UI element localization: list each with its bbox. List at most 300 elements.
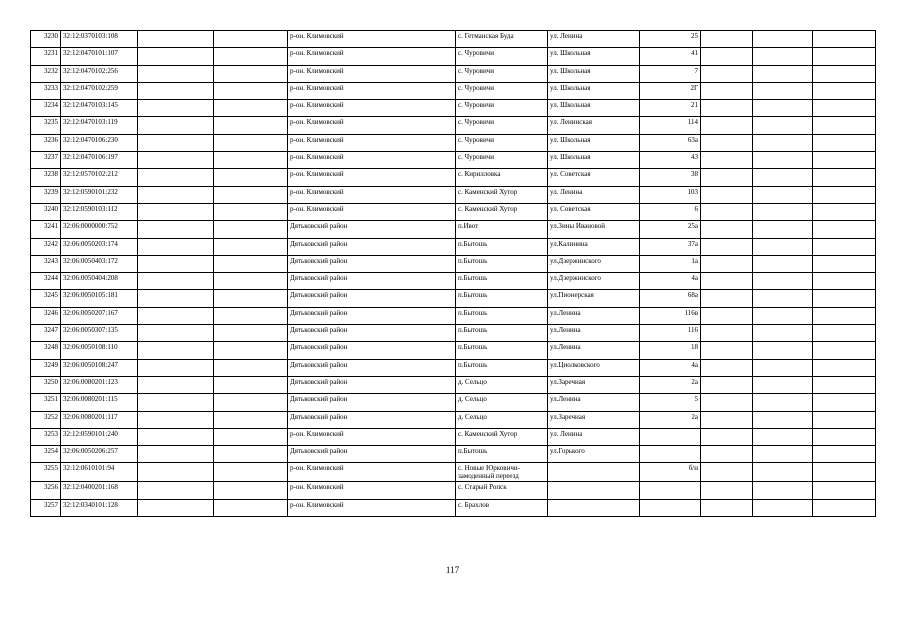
cell-empty [214, 411, 288, 428]
cell-locality: п.Бытошь [456, 446, 548, 463]
table-row [31, 255, 876, 272]
cell-row-number: 3235 [31, 117, 61, 134]
cell-district: р-он. Климовский [288, 117, 456, 134]
cell-locality: с. Чуровичи [456, 48, 548, 65]
cell-cadastral-number: 32:06:0050105:181 [61, 290, 138, 307]
cell-district: Дятьковский район [288, 221, 456, 238]
cell-empty [138, 238, 214, 255]
cell-district: р-он. Климовский [288, 48, 456, 65]
cell-empty [753, 169, 813, 186]
cell-house: 4а [640, 273, 701, 290]
cell-street: ул. Ленинская [548, 117, 640, 134]
cell-row-number: 3233 [31, 82, 61, 99]
cell-row-number: 3241 [31, 221, 61, 238]
cell-house: 6 [640, 203, 701, 220]
cell-empty [138, 221, 214, 238]
cell-empty [813, 499, 876, 516]
cell-house: 21 [640, 100, 701, 117]
cell-row-number: 3255 [31, 463, 61, 482]
cell-empty [138, 463, 214, 482]
cell-street: ул. Школьная [548, 134, 640, 151]
cell-locality: с. Каменский Хутор [456, 203, 548, 220]
cell-empty [214, 100, 288, 117]
cell-row-number: 3234 [31, 100, 61, 117]
cell-house: 2а [640, 411, 701, 428]
cell-empty [701, 307, 753, 324]
cell-locality: с. Новые Юрковичи-замоденный переезд [456, 463, 548, 482]
cell-row-number: 3248 [31, 342, 61, 359]
table-row [31, 48, 876, 65]
cell-empty [753, 100, 813, 117]
cell-empty [214, 394, 288, 411]
cell-row-number: 3244 [31, 273, 61, 290]
cell-street: ул.Заречная [548, 411, 640, 428]
cell-empty [701, 134, 753, 151]
cell-locality: с. Чуровичи [456, 65, 548, 82]
cell-house [640, 446, 701, 463]
cell-district: Дятьковский район [288, 446, 456, 463]
cell-empty [813, 463, 876, 482]
cell-cadastral-number: 32:06:0050403:172 [61, 255, 138, 272]
cell-row-number: 3252 [31, 411, 61, 428]
cell-locality: п.Ивот [456, 221, 548, 238]
cell-row-number: 3249 [31, 359, 61, 376]
cell-empty [701, 238, 753, 255]
cell-row-number: 3231 [31, 48, 61, 65]
cell-empty [813, 134, 876, 151]
cell-street: ул.Ленина [548, 307, 640, 324]
table-row [31, 376, 876, 393]
cell-street: ул. Ленина [548, 186, 640, 203]
cell-empty [701, 325, 753, 342]
cell-empty [701, 290, 753, 307]
cell-empty [701, 31, 753, 48]
cell-row-number: 3242 [31, 238, 61, 255]
cell-district: Дятьковский район [288, 394, 456, 411]
cell-house: 41 [640, 48, 701, 65]
cell-row-number: 3238 [31, 169, 61, 186]
cell-empty [753, 359, 813, 376]
table-body [31, 31, 876, 517]
cell-empty [138, 482, 214, 499]
cell-empty [753, 31, 813, 48]
cell-empty [753, 48, 813, 65]
cell-empty [214, 463, 288, 482]
cell-district: р-он. Климовский [288, 65, 456, 82]
cell-street [548, 499, 640, 516]
cell-cadastral-number: 32:12:0370103:108 [61, 31, 138, 48]
cell-empty [214, 499, 288, 516]
table-row [31, 359, 876, 376]
cell-house: 114 [640, 117, 701, 134]
cell-cadastral-number: 32:12:0470103:119 [61, 117, 138, 134]
cell-district: р-он. Климовский [288, 463, 456, 482]
cell-empty [753, 428, 813, 445]
cell-cadastral-number: 32:12:0470106:230 [61, 134, 138, 151]
table-row [31, 394, 876, 411]
cell-empty [813, 203, 876, 220]
cell-locality: с. Каменский Хутор [456, 428, 548, 445]
cell-house: 116в [640, 307, 701, 324]
table-row [31, 152, 876, 169]
table-row [31, 65, 876, 82]
cell-street: ул.Ленина [548, 342, 640, 359]
cell-empty [214, 325, 288, 342]
cell-empty [138, 376, 214, 393]
table-row [31, 221, 876, 238]
cell-empty [753, 134, 813, 151]
cell-row-number: 3247 [31, 325, 61, 342]
cell-district: Дятьковский район [288, 342, 456, 359]
cell-house: 25 [640, 31, 701, 48]
cell-house: 7 [640, 65, 701, 82]
cell-district: р-он. Климовский [288, 169, 456, 186]
table-row [31, 411, 876, 428]
cell-street: ул. Школьная [548, 82, 640, 99]
cell-empty [813, 82, 876, 99]
cell-empty [813, 221, 876, 238]
cell-empty [214, 117, 288, 134]
cell-locality: с. Кирилловка [456, 169, 548, 186]
cell-empty [753, 186, 813, 203]
cell-house: 38 [640, 169, 701, 186]
cell-empty [138, 499, 214, 516]
cell-empty [138, 290, 214, 307]
cell-empty [214, 376, 288, 393]
cell-locality: с. Каменский Хутор [456, 186, 548, 203]
table-row [31, 117, 876, 134]
cell-empty [813, 359, 876, 376]
cell-row-number: 3246 [31, 307, 61, 324]
cell-empty [753, 273, 813, 290]
cell-empty [701, 203, 753, 220]
cell-empty [813, 342, 876, 359]
cell-empty [701, 499, 753, 516]
cell-empty [701, 255, 753, 272]
cell-empty [701, 376, 753, 393]
cell-street: ул. Школьная [548, 65, 640, 82]
cell-locality: п.Бытошь [456, 255, 548, 272]
cell-empty [701, 186, 753, 203]
cell-empty [214, 31, 288, 48]
cell-locality: д. Сельцо [456, 394, 548, 411]
cell-empty [214, 290, 288, 307]
cell-empty [701, 65, 753, 82]
cell-empty [813, 186, 876, 203]
cell-empty [813, 65, 876, 82]
cell-empty [701, 446, 753, 463]
cell-street: ул.Пионерская [548, 290, 640, 307]
cell-locality: п.Бытошь [456, 325, 548, 342]
cell-street: ул. Ленина [548, 428, 640, 445]
cell-empty [701, 48, 753, 65]
cell-empty [813, 325, 876, 342]
cell-locality: с. Чуровичи [456, 117, 548, 134]
cell-empty [701, 411, 753, 428]
cell-district: р-он. Климовский [288, 499, 456, 516]
cell-street: ул.Ленина [548, 325, 640, 342]
cell-empty [753, 446, 813, 463]
table-row [31, 290, 876, 307]
cell-street: ул.Горького [548, 446, 640, 463]
cell-district: Дятьковский район [288, 411, 456, 428]
cell-cadastral-number: 32:12:0590101:240 [61, 428, 138, 445]
cell-empty [753, 290, 813, 307]
cell-empty [813, 238, 876, 255]
cell-row-number: 3256 [31, 482, 61, 499]
cell-district: р-он. Климовский [288, 134, 456, 151]
cell-empty [214, 446, 288, 463]
cell-house: б/н [640, 463, 701, 482]
cell-empty [701, 482, 753, 499]
table-row [31, 238, 876, 255]
cell-empty [138, 255, 214, 272]
cell-empty [813, 255, 876, 272]
cell-empty [813, 117, 876, 134]
cell-empty [753, 411, 813, 428]
cell-locality: п.Бытошь [456, 307, 548, 324]
cell-empty [701, 359, 753, 376]
cell-district: р-он. Климовский [288, 482, 456, 499]
cell-cadastral-number: 32:06:0050307:135 [61, 325, 138, 342]
cell-house [640, 482, 701, 499]
cell-empty [753, 376, 813, 393]
table-row [31, 134, 876, 151]
cell-cadastral-number: 32:12:0470106:197 [61, 152, 138, 169]
cell-empty [813, 152, 876, 169]
cell-empty [138, 446, 214, 463]
cell-row-number: 3243 [31, 255, 61, 272]
cell-cadastral-number: 32:12:0610101:94 [61, 463, 138, 482]
cell-house: 25а [640, 221, 701, 238]
cell-empty [214, 255, 288, 272]
cell-empty [214, 359, 288, 376]
cell-district: Дятьковский район [288, 273, 456, 290]
cell-district: Дятьковский район [288, 255, 456, 272]
cell-street [548, 482, 640, 499]
cell-street: ул.Заречная [548, 376, 640, 393]
cell-empty [813, 100, 876, 117]
cell-empty [701, 342, 753, 359]
cell-district: Дятьковский район [288, 290, 456, 307]
cell-empty [813, 394, 876, 411]
cell-empty [813, 446, 876, 463]
cell-empty [701, 169, 753, 186]
cell-empty [214, 203, 288, 220]
cell-cadastral-number: 32:12:0470101:107 [61, 48, 138, 65]
cell-empty [753, 65, 813, 82]
cell-locality: д. Сельцо [456, 411, 548, 428]
cell-cadastral-number: 32:06:0050108:110 [61, 342, 138, 359]
cell-cadastral-number: 32:06:0050207:167 [61, 307, 138, 324]
cell-house [640, 428, 701, 445]
cell-empty [138, 325, 214, 342]
cell-cadastral-number: 32:06:0050108:247 [61, 359, 138, 376]
cell-house: 43 [640, 152, 701, 169]
cell-empty [138, 273, 214, 290]
cell-locality: п.Бытошь [456, 290, 548, 307]
cell-house: 1а [640, 255, 701, 272]
cell-cadastral-number: 32:06:0050404:208 [61, 273, 138, 290]
cell-district: Дятьковский район [288, 376, 456, 393]
cell-cadastral-number: 32:06:0050203:174 [61, 238, 138, 255]
cell-empty [753, 482, 813, 499]
cell-locality: п.Бытошь [456, 342, 548, 359]
cell-empty [214, 307, 288, 324]
cell-row-number: 3251 [31, 394, 61, 411]
cell-empty [813, 428, 876, 445]
cell-row-number: 3257 [31, 499, 61, 516]
cell-street: ул.Циолковского [548, 359, 640, 376]
cell-street: ул. Школьная [548, 48, 640, 65]
cell-row-number: 3245 [31, 290, 61, 307]
cell-house [640, 499, 701, 516]
cell-district: р-он. Климовский [288, 428, 456, 445]
cell-cadastral-number: 32:12:0590101:232 [61, 186, 138, 203]
table-row [31, 169, 876, 186]
cell-empty [138, 342, 214, 359]
table-row [31, 482, 876, 499]
cell-cadastral-number: 32:12:0400201:168 [61, 482, 138, 499]
cell-district: Дятьковский район [288, 359, 456, 376]
table-row [31, 31, 876, 48]
table-row [31, 499, 876, 516]
cell-locality: д. Сельцо [456, 376, 548, 393]
cell-cadastral-number: 32:12:0590103:112 [61, 203, 138, 220]
cell-empty [214, 238, 288, 255]
cell-row-number: 3254 [31, 446, 61, 463]
cell-empty [753, 307, 813, 324]
cell-empty [753, 394, 813, 411]
cell-empty [753, 238, 813, 255]
cell-house: 37а [640, 238, 701, 255]
cell-empty [701, 273, 753, 290]
cell-street: ул.Калинина [548, 238, 640, 255]
cell-empty [753, 342, 813, 359]
cell-empty [701, 117, 753, 134]
cell-empty [138, 359, 214, 376]
cell-empty [138, 31, 214, 48]
cell-house: 103 [640, 186, 701, 203]
cell-locality: с. Чуровичи [456, 100, 548, 117]
cell-cadastral-number: 32:12:0470102:259 [61, 82, 138, 99]
cell-locality: с. Чуровичи [456, 134, 548, 151]
cell-district: р-он. Климовский [288, 100, 456, 117]
cell-house: 116 [640, 325, 701, 342]
cell-empty [753, 152, 813, 169]
table-row [31, 100, 876, 117]
cell-empty [214, 342, 288, 359]
registry-table [30, 30, 876, 517]
cell-empty [214, 482, 288, 499]
cell-empty [214, 169, 288, 186]
cell-empty [138, 394, 214, 411]
table-row [31, 186, 876, 203]
cell-cadastral-number: 32:06:0000000:752 [61, 221, 138, 238]
cell-empty [813, 169, 876, 186]
cell-empty [813, 48, 876, 65]
cell-district: Дятьковский район [288, 307, 456, 324]
cell-house: 5 [640, 394, 701, 411]
cell-empty [753, 203, 813, 220]
cell-empty [138, 152, 214, 169]
cell-street: ул.Дзержинского [548, 255, 640, 272]
cell-empty [138, 117, 214, 134]
cell-empty [138, 82, 214, 99]
cell-empty [701, 463, 753, 482]
cell-empty [753, 82, 813, 99]
cell-empty [138, 307, 214, 324]
cell-cadastral-number: 32:06:0080201:115 [61, 394, 138, 411]
cell-locality: п.Бытошь [456, 238, 548, 255]
cell-empty [813, 482, 876, 499]
cell-empty [138, 48, 214, 65]
cell-empty [214, 65, 288, 82]
cell-street: ул. Советская [548, 169, 640, 186]
cell-locality: с. Старый Ропск [456, 482, 548, 499]
cell-empty [214, 152, 288, 169]
page-number: 117 [445, 565, 460, 575]
cell-district: р-он. Климовский [288, 152, 456, 169]
cell-cadastral-number: 32:06:0080201:123 [61, 376, 138, 393]
cell-empty [701, 152, 753, 169]
cell-empty [214, 186, 288, 203]
table-row [31, 273, 876, 290]
cell-empty [701, 394, 753, 411]
cell-district: Дятьковский район [288, 238, 456, 255]
cell-cadastral-number: 32:12:0570102:212 [61, 169, 138, 186]
cell-empty [138, 100, 214, 117]
cell-house: 4а [640, 359, 701, 376]
cell-empty [753, 499, 813, 516]
table-row [31, 446, 876, 463]
cell-cadastral-number: 32:12:0470102:256 [61, 65, 138, 82]
cell-house: 68а [640, 290, 701, 307]
cell-empty [753, 255, 813, 272]
cell-empty [813, 307, 876, 324]
cell-locality: с. Брахлов [456, 499, 548, 516]
cell-district: р-он. Климовский [288, 31, 456, 48]
cell-street [548, 463, 640, 482]
table-row [31, 342, 876, 359]
cell-row-number: 3250 [31, 376, 61, 393]
cell-street: ул. Школьная [548, 100, 640, 117]
table-row [31, 82, 876, 99]
cell-row-number: 3240 [31, 203, 61, 220]
cell-empty [214, 273, 288, 290]
cell-empty [701, 100, 753, 117]
cell-street: ул.Дзержинского [548, 273, 640, 290]
cell-street: ул.Ленина [548, 394, 640, 411]
table-row [31, 428, 876, 445]
cell-empty [753, 325, 813, 342]
cell-empty [753, 463, 813, 482]
table-row [31, 463, 876, 482]
cell-house: 2Г [640, 82, 701, 99]
cell-empty [138, 411, 214, 428]
cell-empty [753, 221, 813, 238]
cell-empty [138, 65, 214, 82]
cell-empty [214, 221, 288, 238]
cell-locality: с. Чуровичи [456, 82, 548, 99]
cell-street: ул. Школьная [548, 152, 640, 169]
cell-empty [214, 82, 288, 99]
cell-row-number: 3237 [31, 152, 61, 169]
cell-cadastral-number: 32:12:0340101:128 [61, 499, 138, 516]
cell-house: 2а [640, 376, 701, 393]
cell-empty [813, 273, 876, 290]
cell-street: ул. Советская [548, 203, 640, 220]
